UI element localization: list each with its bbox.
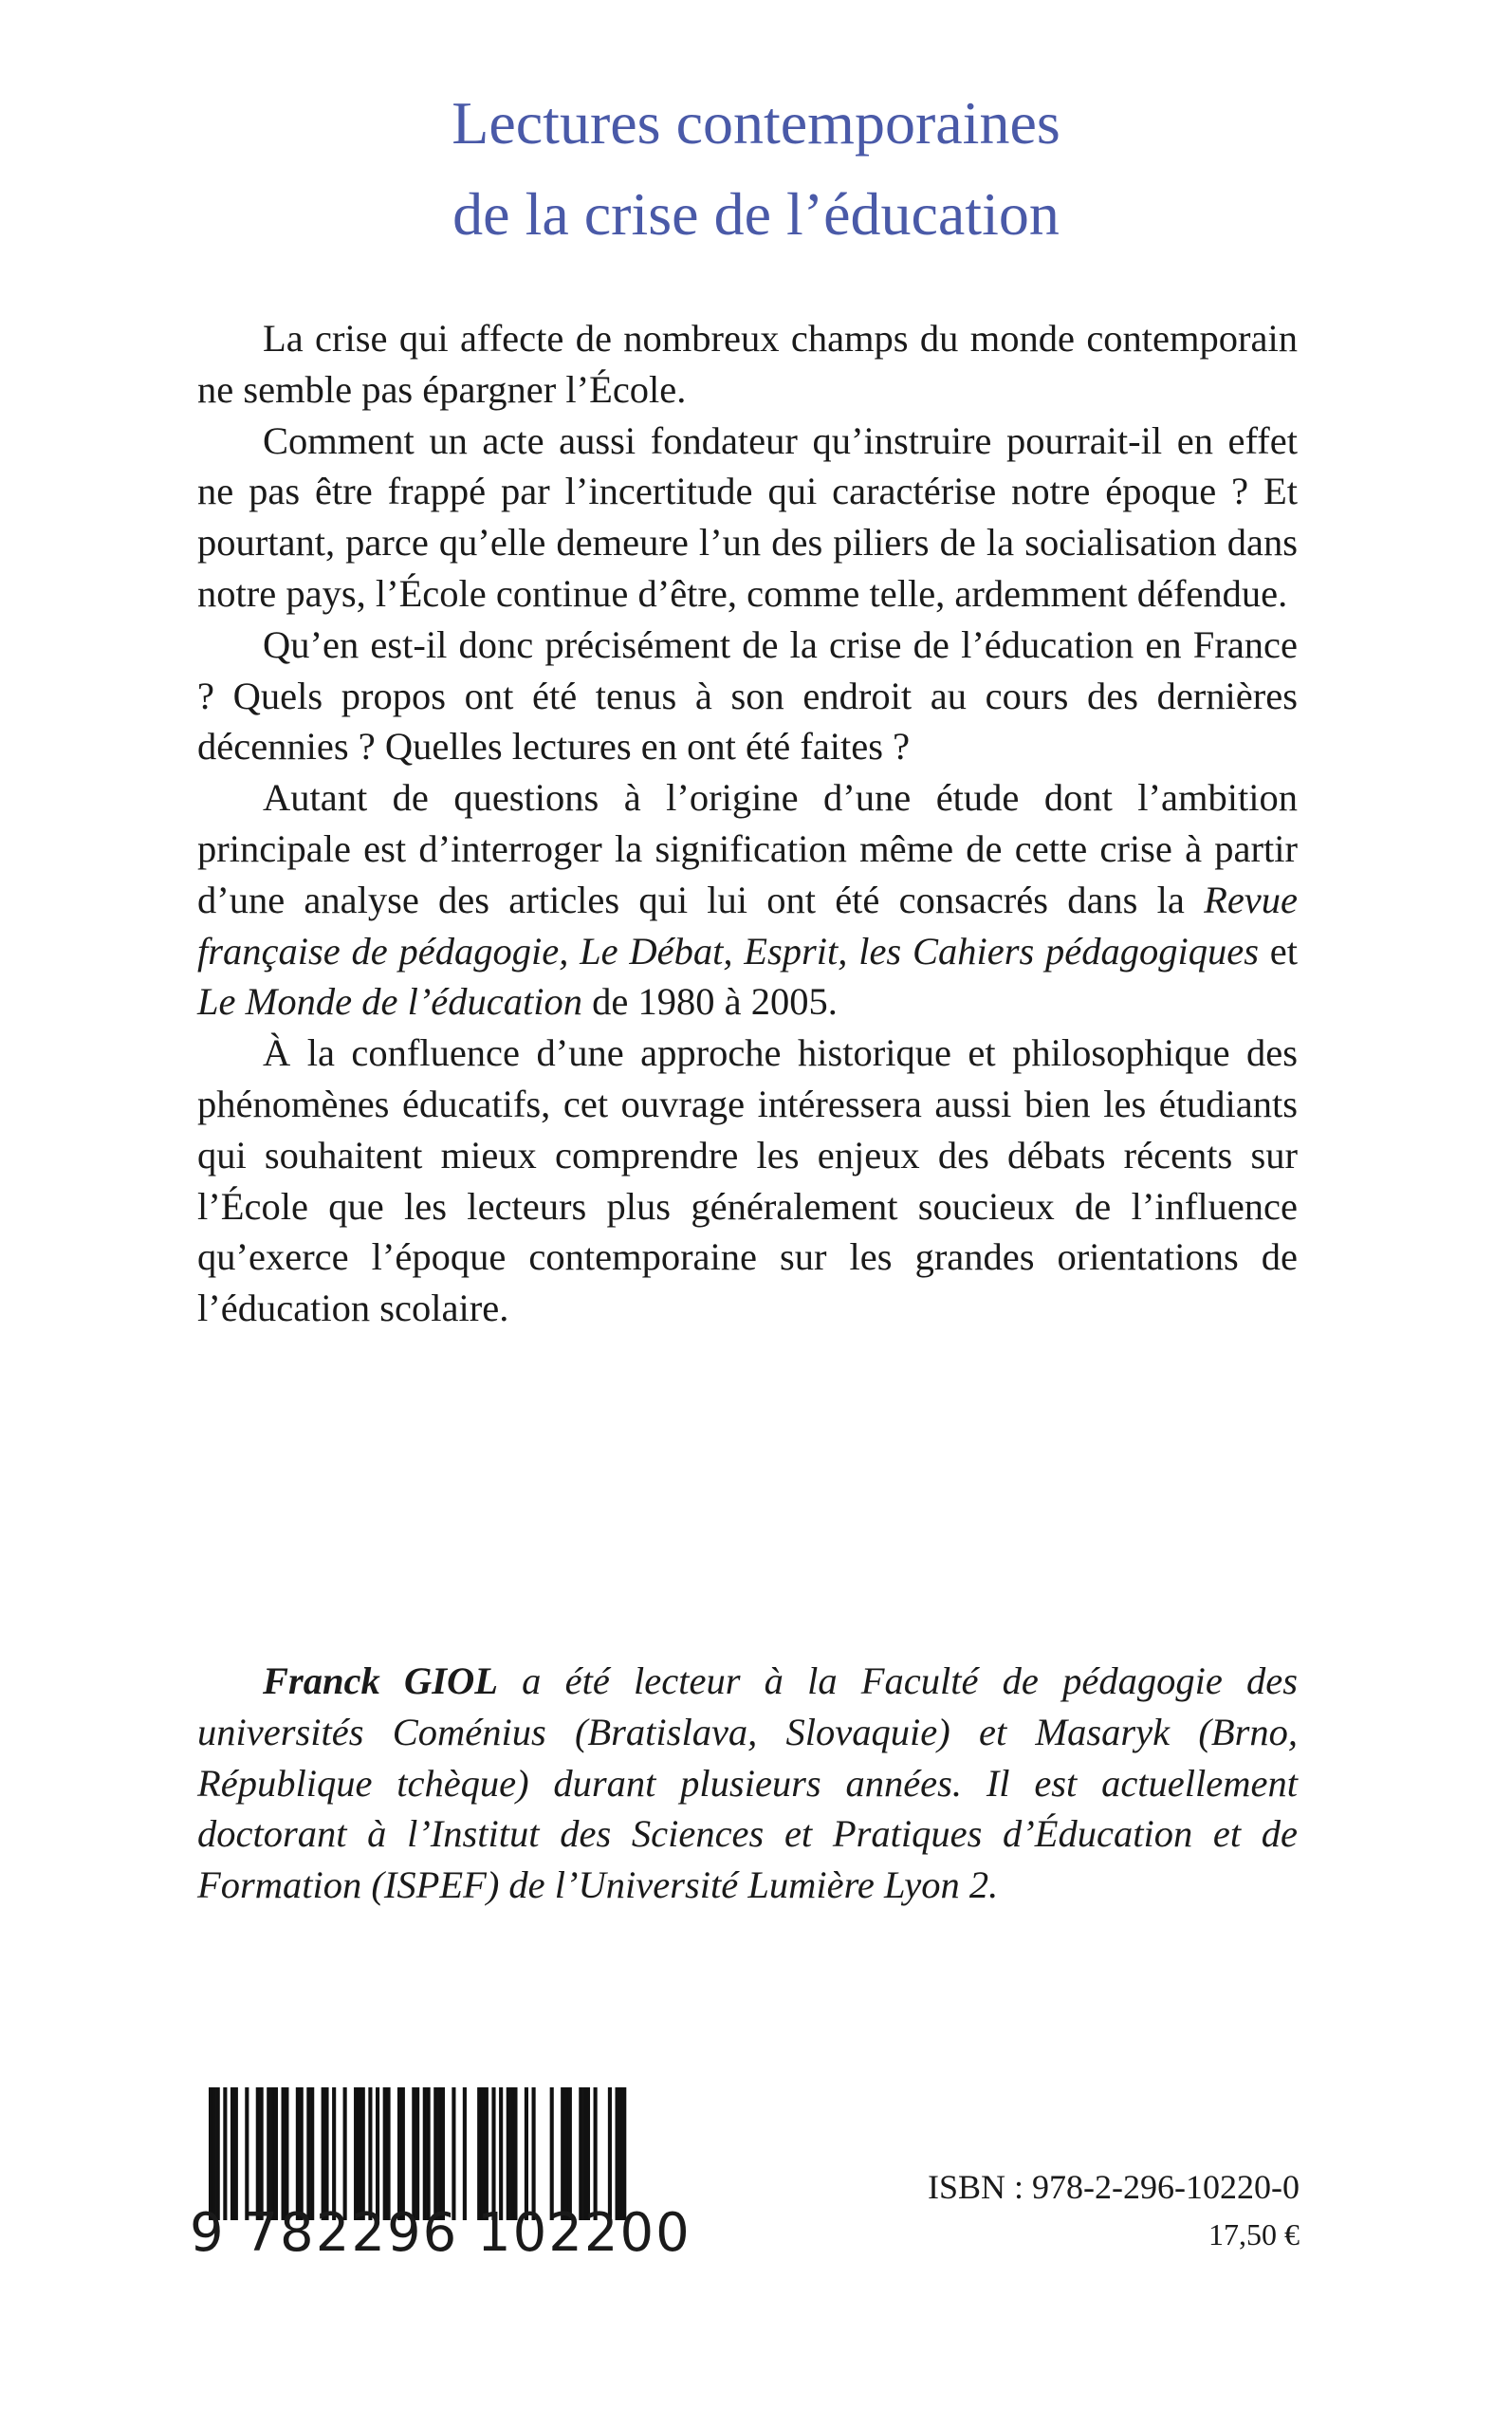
barcode-bar — [485, 2087, 489, 2220]
blurb-p4-text-a: Autant de questions à l’origine d’une étude dont l’ambition principale est d’interroger la signification même de cette crise à partir d’une analyse des articles qui lui ont été consacrés dans la — [197, 776, 1298, 921]
barcode-digits: 9 782296 102200 — [190, 2202, 691, 2264]
barcode-bar — [618, 2087, 622, 2220]
barcode-bar — [525, 2087, 528, 2220]
journal-titles-2: Le Monde de l’éducation — [197, 980, 583, 1024]
barcode-bar — [532, 2087, 536, 2220]
barcode-bar — [285, 2087, 288, 2220]
barcode-bar — [310, 2087, 314, 2220]
book-title — [0, 78, 1512, 260]
back-cover-blurb — [197, 313, 1298, 1334]
author-bio-text: a été lecteur à la Faculté de pédagogie des universités Coménius (Bratislava, Slovaquie) et Masaryk (Brno, République tchèque) durant plusieurs années. Il est actuellement doctorant à l’Institut des Sciences et Pratiques d’Éducation et de Formation (ISPEF) de l’Université Lumière Lyon 2. — [197, 1659, 1298, 1907]
barcode-bar — [300, 2087, 304, 2220]
barcode-bar — [274, 2087, 278, 2220]
barcode-bar — [491, 2087, 495, 2220]
book-title-line-1: Lectures contemporaines — [452, 89, 1060, 157]
barcode-bar — [260, 2087, 264, 2220]
barcode-bar — [463, 2087, 467, 2220]
barcode-bar — [441, 2087, 445, 2220]
barcode-bar — [383, 2087, 387, 2220]
barcode-bar — [223, 2087, 227, 2220]
barcode-bar — [245, 2087, 249, 2220]
book-title-line-2: de la crise de l’éducation — [452, 180, 1060, 248]
barcode-bar — [510, 2087, 514, 2220]
blurb-paragraph-4 — [197, 772, 1298, 1028]
barcode-bar — [256, 2087, 260, 2220]
barcode-bar — [586, 2087, 590, 2220]
barcode-bar — [401, 2087, 405, 2220]
barcode-bar — [368, 2087, 372, 2220]
barcode-bar — [564, 2087, 568, 2220]
barcode-bar — [481, 2087, 485, 2220]
barcode-bar — [296, 2087, 300, 2220]
barcode-bar — [415, 2087, 419, 2220]
barcode-image — [190, 2087, 636, 2220]
barcode-bar — [427, 2087, 431, 2220]
blurb-paragraph-2: Comment un acte aussi fondateur qu’instruire pourrait-il en effet ne pas être frappé par l’incertitude qui caractérise notre époque ? Et pourtant, parce qu’elle demeure l’un des piliers de la socialisation dans notre pays, l’École continue d’être, comme telle, ardemment défendue. — [197, 418, 1298, 615]
barcode-bar — [358, 2087, 361, 2220]
barcode-bar — [230, 2087, 234, 2220]
barcode-bar — [582, 2087, 586, 2220]
price-label: 17,50 € — [1208, 2217, 1300, 2251]
barcode-bar — [499, 2087, 503, 2220]
barcode-bar — [386, 2087, 390, 2220]
blurb-paragraph-5: À la confluence d’une approche historique et philosophique des phénomènes éducatifs, cet ouvrage intéressera aussi bien les étudiants qui souhaitent mieux comprendre les enjeux des débats récents sur l’École que les lecteurs plus généralement soucieux de l’influence qu’exerce l’époque contemporaine sur les grandes orientations de l’éducation scolaire. — [197, 1031, 1298, 1330]
journal-titles-1: Revue française de pédagogie, Le Débat, Esprit, les Cahiers pédagogiques — [197, 878, 1298, 973]
barcode-bar — [354, 2087, 358, 2220]
barcode-bar — [437, 2087, 441, 2220]
barcode-bar — [270, 2087, 274, 2220]
barcode-bar — [507, 2087, 510, 2220]
barcode-bar — [433, 2087, 437, 2220]
barcode-bar — [423, 2087, 427, 2220]
barcode-bar — [412, 2087, 415, 2220]
barcode-bar — [622, 2087, 626, 2220]
barcode-bar — [579, 2087, 582, 2220]
barcode-bar — [550, 2087, 554, 2220]
barcode-bar — [282, 2087, 286, 2220]
barcode-bar — [594, 2087, 598, 2220]
barcode-bar — [568, 2087, 572, 2220]
barcode-bar — [361, 2087, 365, 2220]
barcode-bar — [306, 2087, 310, 2220]
blurb-p4-text-c: de 1980 à 2005. — [582, 980, 838, 1024]
barcode-bar — [209, 2087, 212, 2220]
blurb-paragraph-3: Qu’en est-il donc précisément de la crise de l’éducation en France ? Quels propos ont été tenus à son endroit au cours des dernières décennies ? Quelles lectures en ont été faites ? — [197, 622, 1298, 769]
barcode-bar — [234, 2087, 238, 2220]
barcode-bar — [616, 2087, 619, 2220]
author-bio — [197, 1656, 1298, 1911]
isbn-number: ISBN : 978-2-296-10220-0 — [928, 2168, 1300, 2206]
barcode-bar — [216, 2087, 220, 2220]
barcode-bar — [322, 2087, 325, 2220]
barcode-bar — [513, 2087, 517, 2220]
barcode-bar — [376, 2087, 379, 2220]
blurb-p4-text-b: et — [1258, 929, 1298, 973]
barcode-bar — [267, 2087, 270, 2220]
barcode-bar — [397, 2087, 401, 2220]
blurb-paragraph-1: La crise qui affecte de nombreux champs du monde contemporain ne semble pas épargner l’École. — [197, 317, 1298, 411]
barcode-bar — [324, 2087, 328, 2220]
barcode-bar — [212, 2087, 216, 2220]
barcode-bar — [477, 2087, 481, 2220]
barcode-bar — [608, 2087, 612, 2220]
barcode-bar — [452, 2087, 455, 2220]
barcode-bar — [332, 2087, 336, 2220]
barcode-bar — [561, 2087, 564, 2220]
author-name: Franck GIOL — [263, 1659, 498, 1702]
barcode-bar — [343, 2087, 347, 2220]
